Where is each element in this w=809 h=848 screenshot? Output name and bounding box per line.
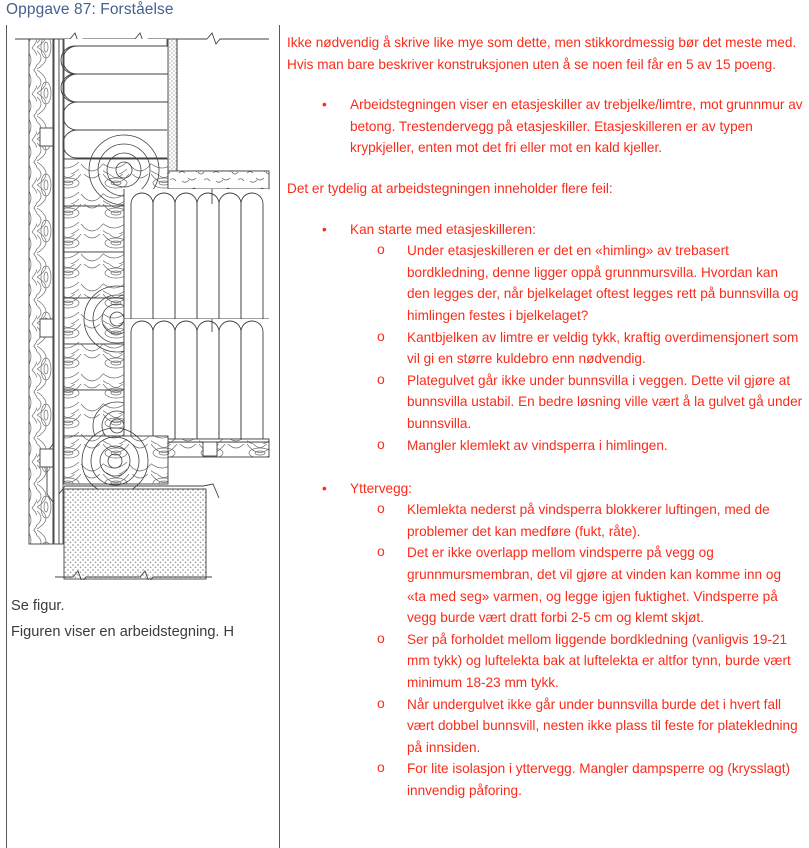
list-item <box>350 435 803 457</box>
list-item <box>287 219 803 457</box>
answer-section-1 <box>287 219 803 457</box>
sub-list <box>350 499 803 801</box>
section-title: Kan starte med etasjeskilleren: <box>350 221 536 237</box>
list-item-text: Arbeidstegningen viser en etasjeskiller av trebjelke/limtre, mot grunnmur av betong. Trestendervegg på etasjeskiller. Etasjeskilleren er av typen krypkjeller, enten mot det fri eller mot en kald kjeller. <box>350 97 803 156</box>
sub-list <box>350 240 803 456</box>
list-item-text: Mangler klemlekt av vindsperra i himlingen. <box>407 437 668 453</box>
list-item <box>350 370 803 435</box>
list-item <box>350 542 803 628</box>
figure-captions <box>11 593 280 645</box>
list-item <box>350 499 803 542</box>
table-cell-figure <box>7 25 280 848</box>
table-cell-answer <box>280 25 809 848</box>
page-title: Oppgave 87: Forståelse <box>6 1 174 18</box>
list-item <box>350 758 803 801</box>
section-title: Yttervegg: <box>350 480 412 496</box>
answer-table <box>6 25 809 848</box>
list-item <box>350 629 803 694</box>
list-item <box>287 94 803 159</box>
circle-bullet-icon: o <box>377 327 385 344</box>
caption-line-2: Figuren viser en arbeidstegning. H <box>11 624 235 640</box>
list-item <box>350 327 803 370</box>
arbeidstegning-figure <box>7 25 280 579</box>
paragraph-spacer <box>287 456 803 478</box>
list-item-text: Klemlekta nederst på vindsperra blokkerer luftingen, med de problemer det kan medføre (fukt, råte). <box>407 502 770 539</box>
list-item-text: For lite isolasjon i yttervegg. Mangler dampsperre og (krysslagt) innvendig påforing. <box>407 761 791 798</box>
circle-bullet-icon: o <box>377 543 385 560</box>
bullet-glyph-icon: • <box>322 480 327 496</box>
list-item-text: Det er ikke overlapp mellom vindsperre på vegg og grunnmursmembran, det vil gjøre at vinden kan komme inn og «ta med seg» varmen, og legge igjen fuktighet. Vindsperre på vegg burde vært dratt forbi 2-5 cm og klemt skjøt. <box>407 545 782 626</box>
answer-section-2 <box>287 478 803 802</box>
circle-bullet-icon: o <box>377 759 385 776</box>
list-item-text: Når undergulvet ikke går under bunnsvilla burde det i hvert fall vært dobbel bunnsvill, nesten ikke plass til feste for platekledning på innsiden. <box>407 696 798 755</box>
answer-intro: Ikke nødvendig å skrive like mye som dette, men stikkordmessig bør det meste med. Hvis man bare beskriver konstruksjonen uten å se noen feil får en 5 av 15 poeng. <box>287 35 797 72</box>
list-item-text: Kantbjelken av limtre er veldig tykk, kraftig overdimensjonert som vil gi en større kuldebro enn nødvendig. <box>407 329 799 367</box>
circle-bullet-icon: o <box>377 435 385 452</box>
circle-bullet-icon: o <box>377 694 385 711</box>
list-item-text: Ser på forholdet mellom liggende bordkledning (vanligvis 19-21 mm tykk) og luftelekta bak at luftelekta er altfor tynn, burde vært minimum 18-23 mm tykk. <box>407 631 791 691</box>
list-item-text: Under etasjeskilleren er det en «himling» av trebasert bordkledning, denne ligger oppå grunnmursvilla. Hvordan kan den legges der, når bjelkelaget oftest legges rett på bunnsvilla og himlingen festes i bjelkelaget? <box>407 243 799 323</box>
bullet-glyph-icon: • <box>322 221 327 237</box>
answer-lead-in: Det er tydelig at arbeidstegningen inneholder flere feil: <box>287 180 613 196</box>
circle-bullet-icon: o <box>377 241 385 258</box>
circle-bullet-icon: o <box>377 500 385 517</box>
list-item-text: Plategulvet går ikke under bunnsvilla i veggen. Dette vil gjøre at bunnsvilla ustabil. En bedre løsning ville vært å la gulvet gå under bunnsvilla. <box>407 372 803 431</box>
answer-overview-list <box>287 94 803 159</box>
caption-line-1: Se figur. <box>11 598 65 614</box>
circle-bullet-icon: o <box>377 629 385 646</box>
circle-bullet-icon: o <box>377 370 385 387</box>
bullet-glyph-icon: • <box>322 97 327 113</box>
answer-body <box>287 32 803 802</box>
list-item <box>350 240 803 326</box>
list-item <box>287 478 803 802</box>
list-item <box>350 694 803 759</box>
